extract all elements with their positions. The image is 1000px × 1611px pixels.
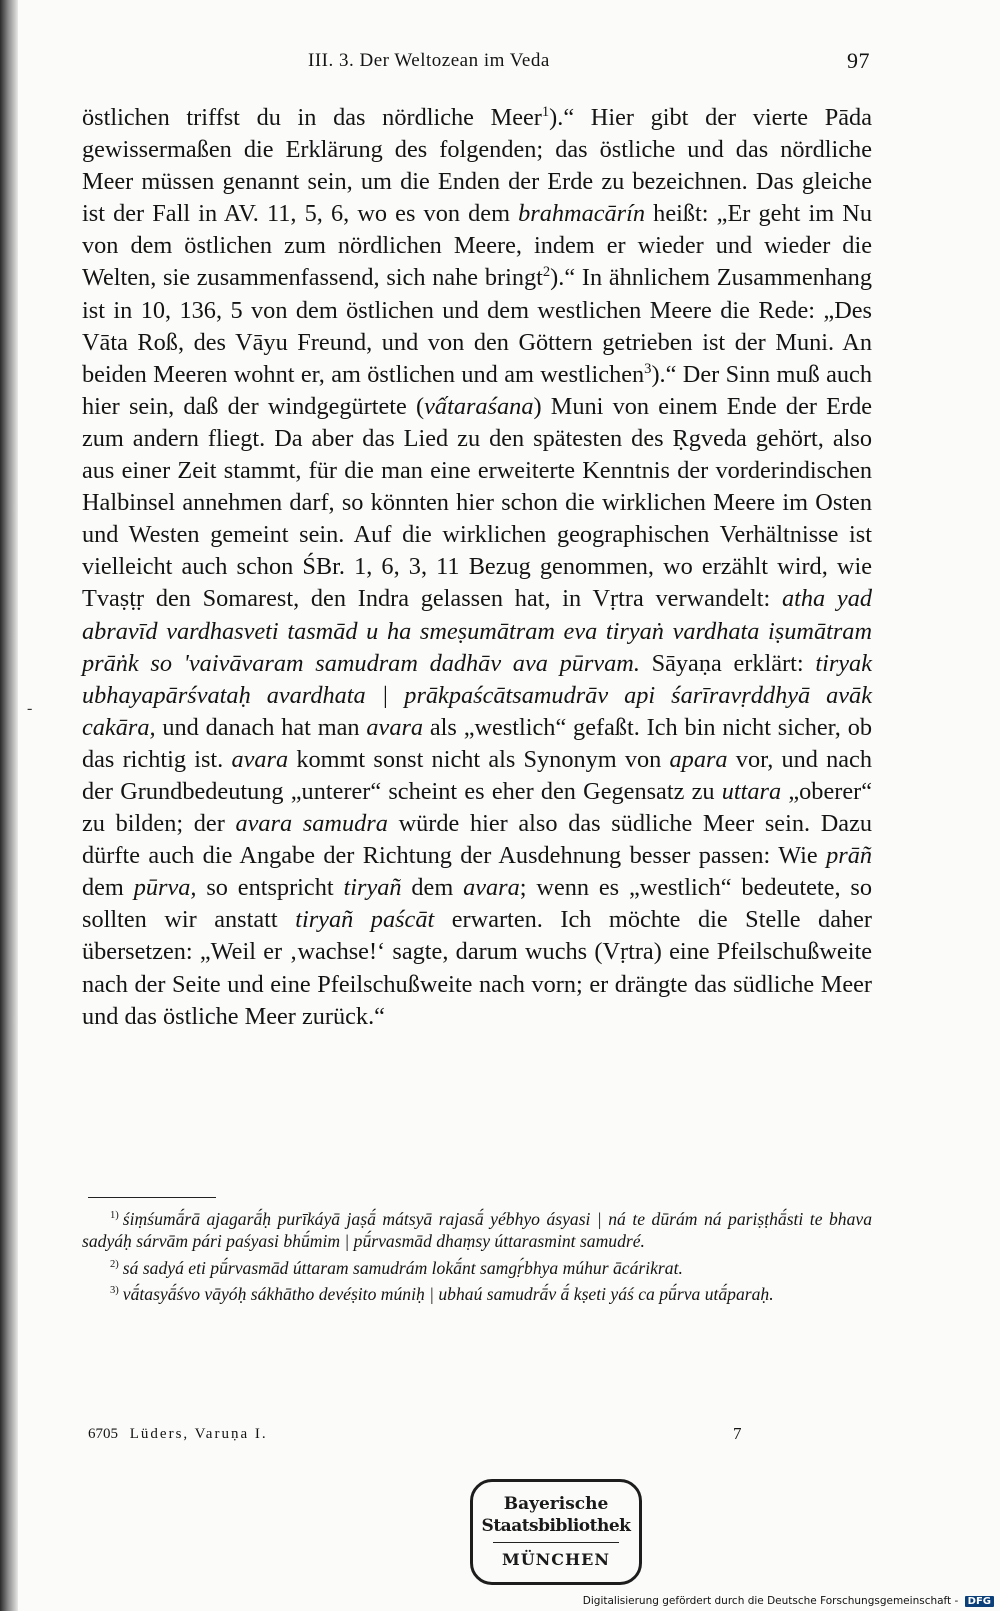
stamp-divider	[493, 1542, 619, 1543]
text-run: als „westlich“ gefaßt. Ich bin nicht sicher, ob das richtig ist.	[82, 713, 872, 773]
sanskrit-term: pūrva,	[133, 874, 197, 902]
sanskrit-term: vấtaraśana	[424, 392, 534, 420]
digitization-credit	[583, 1595, 994, 1607]
library-stamp	[470, 1479, 642, 1585]
footnote-number: 3	[110, 1285, 116, 1297]
gathering-number: 7	[733, 1424, 742, 1443]
sheet-number: 6705	[88, 1426, 118, 1442]
text-run: erwarten. Ich möchte die Stelle daher übersetzen: „Weil er ‚wachse!‘ sagte, darum wuchs (Vṛtra) eine Pfeilschußweite nach der Seite und eine Pfeilschußweite nach vorn; er drängte das südliche Meer und das östliche Meer zurück.“	[82, 906, 873, 1030]
footnote-mark: 1)	[110, 1210, 119, 1222]
text-run: ).“ Der Sinn muß auch hier sein, daß der windgegürtete (	[82, 360, 872, 420]
sanskrit-quote: atha yad abravīd vardhasveti tasmād u ha smeṣumātram eva tiryaṅ vardhata iṣumātram prāṅk so 'vaivāvaram samudram dadhāv ava pūrvam.	[82, 585, 872, 677]
footnote-mark: 2)	[110, 1258, 119, 1270]
sanskrit-term: prāñ	[826, 842, 872, 870]
dfg-logo-icon: DFG	[965, 1596, 994, 1607]
footnote-2	[82, 1257, 872, 1279]
sanskrit-term: avara samudra	[235, 810, 388, 838]
footnote-1	[82, 1208, 872, 1253]
margin-mark: -	[27, 700, 33, 717]
text-run: und danach hat man	[155, 713, 367, 741]
footnote-ref-2: 2	[542, 264, 551, 281]
sanskrit-term: avara	[231, 745, 289, 773]
footnote-separator	[88, 1197, 216, 1198]
footnote-ref-3: 3	[644, 360, 652, 377]
text-run: östlichen triffst du in das nördliche Meer	[82, 104, 542, 131]
stamp-line-2: Staatsbibliothek	[481, 1516, 631, 1536]
sanskrit-term: avara	[463, 874, 520, 902]
stamp-line-3: MÜNCHEN	[502, 1550, 610, 1569]
stamp-line-1: Bayerische	[503, 1494, 609, 1514]
page-binding-edge	[0, 0, 18, 1611]
sanskrit-term: avara	[366, 713, 424, 741]
sanskrit-term: apara	[669, 745, 728, 773]
text-run: würde hier also das südliche Meer sein. Dazu dürfte auch die Angabe der Richtung der Ausdehnung besser passen: Wie	[82, 810, 873, 870]
printer-signature	[88, 1426, 268, 1443]
footnote-3	[82, 1283, 872, 1305]
text-run: kommt sonst nicht als Synonym von	[288, 745, 670, 773]
footnote-text: sá sadyá eti pū́rvasmād úttaram samudrám lokā́nt samgṛ́bhya múhur ācárikrat.	[122, 1257, 683, 1278]
text-run: ).“ In ähnlichem Zusammenhang ist in 10, 136, 5 von dem östlichen und dem westlichen Meere die Rede: „Des Vāta Roß, des Vāyu Freund, und von den Göttern getrieben ist der Muni. An beiden Meeren wohnt er, am östlichen und am westlichen	[82, 264, 872, 388]
running-header	[82, 50, 870, 80]
text-run: vor, und nach der Grundbedeutung „unterer“ scheint es eher den Gegensatz zu	[82, 745, 872, 805]
footnote-text: vā́tasyā́śvo vāyóḥ sákhātho devéṣito múniḥ | ubhaú samudrā́v ā́ kṣeti yáś ca pū́rva utā́paraḥ.	[122, 1284, 774, 1305]
text-run: heißt: „Er geht im Nu von dem östlichen zum nördlichen Meere, indem er wieder und wieder die Welten, sie zusammenfassend, sich nahe bringt	[82, 200, 872, 292]
footnote-number: 2	[110, 1258, 116, 1270]
sanskrit-term: brahmacārín	[518, 200, 646, 228]
main-paragraph	[82, 102, 872, 1033]
text-run: dem	[401, 874, 464, 902]
footnote-number: 1	[110, 1210, 116, 1222]
running-title: III. 3. Der Weltozean im Veda	[308, 50, 550, 71]
sanskrit-term: uttara	[721, 777, 782, 805]
text-run: dem	[82, 874, 134, 902]
sanskrit-term: tiryañ paścāt	[295, 906, 435, 934]
footnote-ref-1: 1	[541, 103, 550, 120]
text-run: „oberer“ zu bilden; der	[82, 777, 872, 838]
footnotes	[82, 1208, 872, 1310]
text-run: so entspricht	[196, 874, 344, 902]
sanskrit-term: tiryañ	[343, 874, 402, 902]
footnote-mark: 3)	[110, 1285, 119, 1297]
text-run: ).“ Hier gibt der vierte Pāda gewissermaßen die Erklärung des folgenden; das östliche und das nördliche Meer müssen genannt sein, um die Enden der Erde zu bezeichnen. Das gleiche ist der Fall in AV. 11, 5, 6, wo es von dem	[82, 104, 872, 228]
page-number: 97	[847, 48, 870, 73]
text-run: ) Muni von einem Ende der Erde zum andern fliegt. Da aber das Lied zu den spätesten des Ṛgveda gehört, also aus einer Zeit stammt, für die man eine erweiterte Kenntnis der vorderindischen Halbinsel annehmen darf, so könnten hier schon die wirklichen Meere im Osten und Westen gemeint sein. Auf die wirklichen geographischen Verhältnisse ist vielleicht auch schon ŚBr. 1, 6, 3, 11 Bezug genommen, wo erzählt wird, wie Tvaṣṭṛ den Somarest, den Indra gelassen hat, in Vṛtra verwandelt:	[82, 392, 873, 613]
sanskrit-quote: tiryak ubhayapārśvataḥ avardhata | prākpaścātsamudrāv api śarīravṛddhyā avāk cakāra,	[82, 649, 872, 741]
main-text	[82, 102, 872, 1033]
digitization-note: Digitalisierung gefördert durch die Deutsche Forschungsgemeinschaft -	[582, 1595, 959, 1607]
text-run: ; wenn es „westlich“ bedeutete, so sollten wir anstatt	[82, 874, 873, 934]
text-run: Sāyaṇa erklärt:	[639, 649, 816, 677]
signature-title: Lüders, Varuṇa I.	[129, 1426, 268, 1442]
footnote-text: śiṃśumā́rā ajagarā́ḥ purīkáyā jaṣā́ mátsyā rajasā́ yébhyo ásyasi | ná te dūrám ná pariṣṭhā́sti te bhava sadyáḥ sárvām pári paśyasi bhū́mim | pū́rvasmād dhaṃsy úttarasmint samudré.	[82, 1209, 872, 1252]
